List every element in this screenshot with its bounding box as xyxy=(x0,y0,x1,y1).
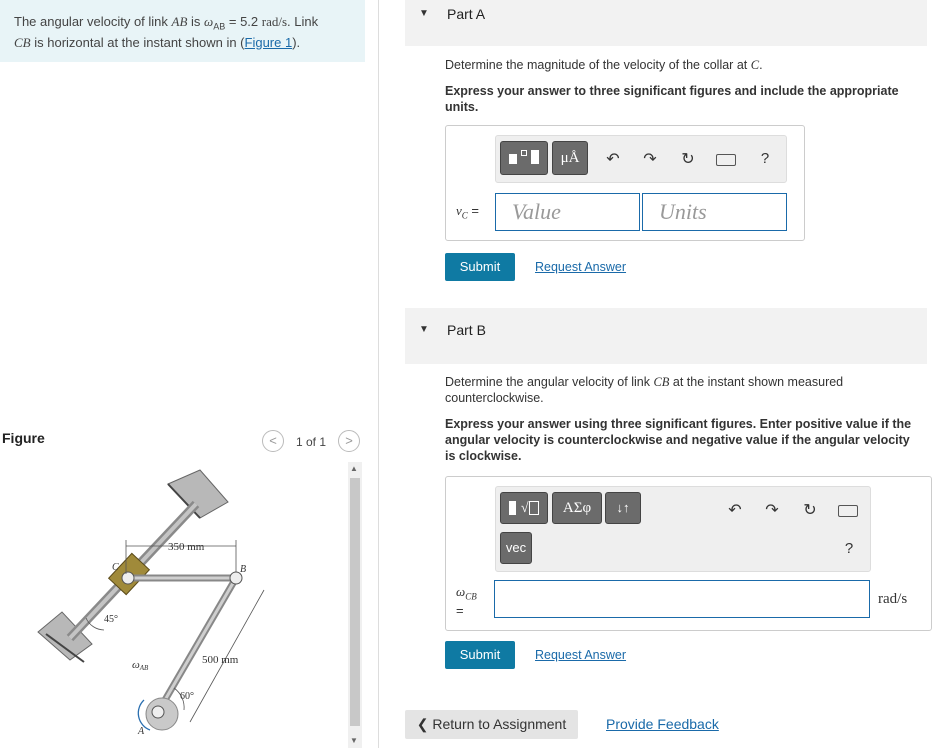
figure-image xyxy=(0,462,348,748)
figure-link[interactable]: Figure 1 xyxy=(244,34,293,50)
part-a-question: Determine the magnitude of the velocity of the collar at C. xyxy=(445,58,763,72)
scroll-up-icon[interactable]: ▲ xyxy=(350,464,358,473)
label-c: C xyxy=(112,562,119,573)
undo-icon[interactable]: ↶ xyxy=(728,502,742,519)
template-button[interactable] xyxy=(500,141,548,175)
undo-icon[interactable]: ↶ xyxy=(606,151,620,168)
provide-feedback-link[interactable]: Provide Feedback xyxy=(606,716,719,732)
figure-counter: 1 of 1 xyxy=(296,435,327,449)
label-omega-ab: ωAB xyxy=(132,659,149,672)
label-500mm: 500 mm xyxy=(202,654,239,666)
omega-cb-input[interactable] xyxy=(494,580,870,618)
part-b-instruction: Express your answer using three significant figures. Enter positive value if the angular velocity is counterclockwise and negative value if the angular velocity is clockwise. xyxy=(445,417,912,463)
part-a-request-answer-link[interactable]: Request Answer xyxy=(535,260,627,274)
link-ab-symbol: AB xyxy=(171,14,188,29)
reset-icon[interactable]: ↻ xyxy=(681,151,695,168)
prev-figure-button[interactable] xyxy=(262,430,284,452)
upper-support xyxy=(168,470,228,518)
chevron-right-icon: > xyxy=(345,433,353,448)
collapse-triangle-icon: ▼ xyxy=(419,324,429,335)
collapse-triangle-icon: ▼ xyxy=(419,8,429,19)
template-icon xyxy=(509,150,540,169)
problem-statement: The angular velocity of link AB is $\omega_{AB} = 5.2$ rad/s. Link CB is horizontal at the instant shown in (Figure 1). xyxy=(0,0,365,62)
help-icon[interactable]: ? xyxy=(760,150,770,167)
units-input[interactable]: Units xyxy=(642,193,787,231)
return-to-assignment-button[interactable]: ❮ Return to Assignment xyxy=(405,710,578,739)
part-b-question: Determine the angular velocity of link CB at the instant shown measured counterclockwise. xyxy=(445,375,844,405)
sqrt-template-icon: √ xyxy=(509,499,538,517)
part-a-instruction: Express your answer to three significant figures and include the appropriate units. xyxy=(445,84,899,114)
value-input[interactable]: Value xyxy=(495,193,640,231)
chevron-left-icon: < xyxy=(269,433,277,448)
help-icon[interactable]: ? xyxy=(844,540,854,557)
next-figure-button[interactable] xyxy=(338,430,360,452)
label-b: B xyxy=(240,564,247,575)
label-a: A xyxy=(138,726,145,737)
reset-icon[interactable]: ↻ xyxy=(803,502,817,519)
label-45: 45° xyxy=(104,614,118,625)
chevron-left-icon: ❮ xyxy=(416,716,429,732)
unit-rad-per-s: rad/s xyxy=(878,591,908,607)
units-button[interactable]: μÅ xyxy=(552,141,588,175)
scroll-down-icon[interactable]: ▼ xyxy=(350,736,358,745)
keyboard-icon[interactable] xyxy=(838,505,858,517)
figure-title: Figure xyxy=(2,430,45,446)
vec-button[interactable]: vec xyxy=(500,532,532,564)
label-60: 60° xyxy=(180,691,194,702)
part-a-header[interactable]: ▼ Part A xyxy=(405,0,927,46)
redo-icon[interactable]: ↷ xyxy=(643,151,657,168)
greek-button[interactable]: ΑΣφ xyxy=(552,492,602,524)
omega-cb-label: $\omega_{CB}$ = xyxy=(456,584,477,618)
part-b-header[interactable]: ▼ Part B xyxy=(405,308,927,364)
redo-icon[interactable]: ↷ xyxy=(765,502,779,519)
part-a-submit-button[interactable]: Submit xyxy=(445,253,515,281)
label-350mm: 350 mm xyxy=(168,541,205,553)
template-button[interactable] xyxy=(500,492,548,524)
part-b-request-answer-link[interactable]: Request Answer xyxy=(535,648,627,662)
part-b-submit-button[interactable]: Submit xyxy=(445,641,515,669)
panel-divider xyxy=(378,0,379,748)
keyboard-icon[interactable] xyxy=(716,154,736,166)
sort-arrows-button[interactable]: ↓↑ xyxy=(605,492,641,524)
figure-scroll-thumb[interactable] xyxy=(350,478,360,726)
vc-label: $v_C$ = xyxy=(456,203,480,221)
